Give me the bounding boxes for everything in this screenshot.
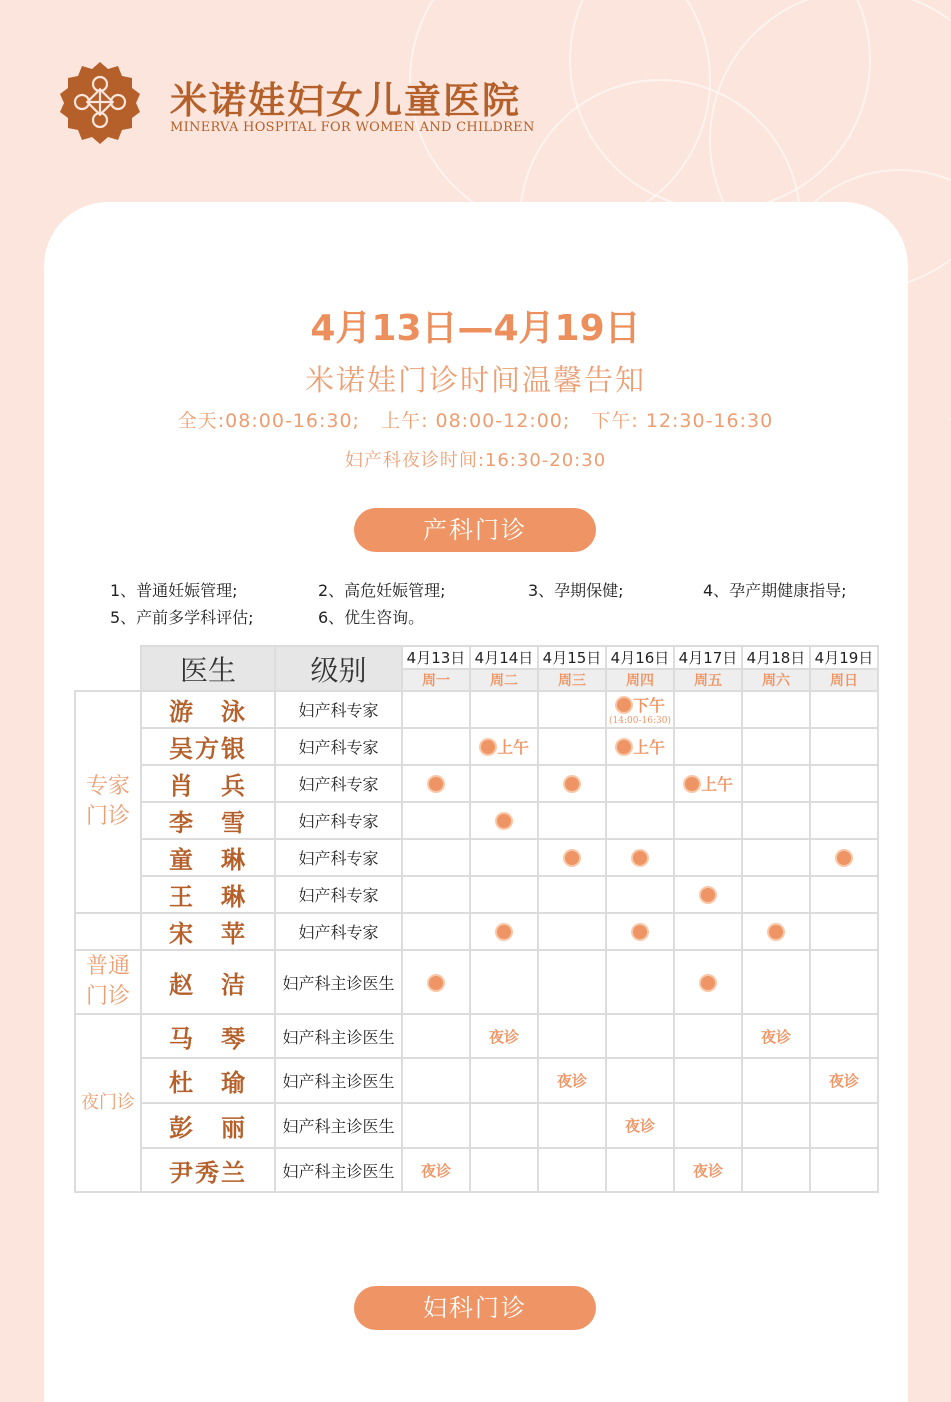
night-clinic-label: 夜诊 <box>420 1161 451 1180</box>
schedule-cell <box>810 913 878 950</box>
schedule-cell <box>674 950 742 1014</box>
table-row <box>75 802 878 839</box>
table-row <box>75 1014 878 1058</box>
schedule-cell <box>674 1014 742 1058</box>
schedule-cell <box>674 839 742 876</box>
notice-subtitle: 米诺娃门诊时间温馨告知 <box>304 363 646 397</box>
category-empty <box>75 913 141 950</box>
schedule-cell <box>674 876 742 913</box>
doctor-name: 游 泳 <box>141 691 275 728</box>
clinic-day-icon <box>835 849 853 867</box>
schedule-cell <box>742 876 810 913</box>
clinic-hours: 全天:08:00-16:30; 上午: 08:00-12:00; 下午: 12:30-16:30 <box>177 410 774 432</box>
weekday-header: 周四 <box>606 669 674 691</box>
doctor-name: 王 琳 <box>141 876 275 913</box>
schedule-cell <box>674 765 742 802</box>
schedule-cell <box>402 1014 470 1058</box>
clinic-day-icon <box>631 849 649 867</box>
schedule-cell <box>810 802 878 839</box>
category-expert: 专家 门诊 <box>75 691 141 913</box>
hospital-name-en: MINERVA HOSPITAL FOR WOMEN AND CHILDREN <box>170 120 535 135</box>
clinic-day-icon <box>563 849 581 867</box>
schedule-cell <box>538 691 606 728</box>
table-row <box>75 1148 878 1192</box>
schedule-cell <box>742 728 810 765</box>
schedule-cell <box>470 1148 538 1192</box>
doctor-name: 童 琳 <box>141 839 275 876</box>
table-row <box>75 839 878 876</box>
schedule-cell <box>742 839 810 876</box>
obstetrics-section-button[interactable]: 产科门诊 <box>354 508 596 552</box>
schedule-cell <box>402 950 470 1014</box>
schedule-cell <box>470 913 538 950</box>
doctor-level: 妇产科专家 <box>275 839 402 876</box>
schedule-cell <box>674 1148 742 1192</box>
clinic-day-icon <box>495 923 513 941</box>
category-general: 普通 门诊 <box>75 950 141 1014</box>
schedule-cell <box>470 1103 538 1148</box>
session-label: 上午 <box>632 738 665 757</box>
schedule-cell <box>810 950 878 1014</box>
date-header: 4月17日 <box>674 646 742 669</box>
category-night: 夜门诊 <box>75 1014 141 1192</box>
night-clinic-label: 夜诊 <box>624 1117 655 1135</box>
doctor-column-header: 医生 <box>141 646 275 691</box>
doctor-level: 妇产科主诊医生 <box>275 1148 402 1192</box>
doctor-level: 妇产科专家 <box>275 802 402 839</box>
schedule-cell <box>402 728 470 765</box>
schedule-cell <box>742 950 810 1014</box>
schedule-cell <box>470 728 538 765</box>
doctor-name: 肖 兵 <box>141 765 275 802</box>
schedule-cell <box>402 1103 470 1148</box>
schedule-cell <box>742 1058 810 1103</box>
clinic-day-icon <box>767 923 785 941</box>
schedule-cell <box>470 876 538 913</box>
night-clinic-label: 夜诊 <box>760 1027 791 1046</box>
schedule-cell <box>606 1148 674 1192</box>
schedule-cell <box>606 1103 674 1148</box>
table-row <box>75 1103 878 1148</box>
level-column-header: 级别 <box>275 646 402 691</box>
schedule-cell <box>538 876 606 913</box>
schedule-cell <box>470 802 538 839</box>
clinic-day-icon <box>631 923 649 941</box>
schedule-cell <box>606 876 674 913</box>
schedule-cell <box>606 765 674 802</box>
date-header: 4月13日 <box>402 646 470 669</box>
schedule-cell <box>402 913 470 950</box>
schedule-cell <box>810 1103 878 1148</box>
table-row <box>75 1058 878 1103</box>
doctor-level: 妇产科专家 <box>275 913 402 950</box>
doctor-name: 李 雪 <box>141 802 275 839</box>
schedule-cell <box>470 691 538 728</box>
doctor-level: 妇产科主诊医生 <box>275 950 402 1014</box>
schedule-cell <box>538 802 606 839</box>
doctor-level: 妇产科专家 <box>275 765 402 802</box>
service-item: 6、优生咨询。 <box>318 608 425 627</box>
doctor-name: 彭 丽 <box>141 1103 275 1148</box>
clinic-day-icon <box>615 696 633 714</box>
hospital-logo-icon <box>58 60 142 144</box>
schedule-cell <box>606 802 674 839</box>
service-item: 4、孕产期健康指导; <box>703 581 847 600</box>
schedule-cell <box>674 913 742 950</box>
doctor-name: 马 琴 <box>141 1014 275 1058</box>
schedule-cell <box>674 1058 742 1103</box>
schedule-cell <box>538 839 606 876</box>
schedule-cell <box>742 765 810 802</box>
table-row <box>75 913 878 950</box>
night-clinic-label: 夜诊 <box>828 1072 859 1090</box>
doctor-level: 妇产科主诊医生 <box>275 1014 402 1058</box>
table-row <box>75 728 878 765</box>
session-label: 上午 <box>496 738 529 757</box>
date-header: 4月14日 <box>470 646 538 669</box>
schedule-cell <box>810 1148 878 1192</box>
schedule-cell <box>402 802 470 839</box>
weekday-header: 周一 <box>402 669 470 691</box>
schedule-cell <box>742 802 810 839</box>
night-clinic-label: 夜诊 <box>488 1027 519 1046</box>
clinic-day-icon <box>563 775 581 793</box>
schedule-cell <box>674 728 742 765</box>
clinic-day-icon <box>699 886 717 904</box>
doctor-name: 吴方银 <box>141 728 275 765</box>
schedule-cell <box>538 1014 606 1058</box>
clinic-day-icon <box>427 775 445 793</box>
table-row <box>75 765 878 802</box>
schedule-cell <box>538 913 606 950</box>
schedule-cell <box>538 728 606 765</box>
schedule-cell <box>470 1058 538 1103</box>
doctor-name: 赵 洁 <box>141 950 275 1014</box>
clinic-day-icon <box>615 738 633 756</box>
schedule-cell <box>470 765 538 802</box>
schedule-cell <box>606 1058 674 1103</box>
schedule-cell <box>538 765 606 802</box>
weekday-header: 周三 <box>538 669 606 691</box>
weekday-header: 周二 <box>470 669 538 691</box>
doctor-name: 宋 苹 <box>141 913 275 950</box>
night-clinic-hours: 妇产科夜诊时间:16:30-20:30 <box>344 450 607 471</box>
clinic-day-icon <box>479 738 497 756</box>
service-item: 5、产前多学科评估; <box>110 608 254 627</box>
schedule-cell <box>470 1014 538 1058</box>
doctor-name: 尹秀兰 <box>141 1148 275 1192</box>
schedule-cell <box>674 802 742 839</box>
schedule-cell <box>810 728 878 765</box>
doctor-name: 杜 瑜 <box>141 1058 275 1103</box>
clinic-day-icon <box>683 775 701 793</box>
date-header: 4月19日 <box>810 646 878 669</box>
doctor-level: 妇产科专家 <box>275 728 402 765</box>
schedule-cell <box>810 839 878 876</box>
schedule-cell <box>810 691 878 728</box>
schedule-cell <box>402 1058 470 1103</box>
schedule-cell <box>538 1148 606 1192</box>
night-clinic-label: 夜诊 <box>692 1161 723 1180</box>
service-item: 2、高危妊娠管理; <box>318 581 446 600</box>
hospital-name-cn: 米诺娃妇女儿童医院 <box>170 79 521 122</box>
schedule-cell <box>674 1103 742 1148</box>
clinic-day-icon <box>427 974 445 992</box>
service-item: 1、普通妊娠管理; <box>110 581 238 600</box>
session-label: 上午 <box>700 775 733 794</box>
schedule-cell <box>606 950 674 1014</box>
schedule-cell <box>742 691 810 728</box>
weekday-header: 周五 <box>674 669 742 691</box>
doctor-level: 妇产科专家 <box>275 876 402 913</box>
schedule-cell <box>606 839 674 876</box>
schedule-cell <box>742 913 810 950</box>
doctor-level: 妇产科主诊医生 <box>275 1103 402 1148</box>
schedule-cell <box>742 1103 810 1148</box>
session-label: 下午 <box>632 696 665 715</box>
schedule-cell <box>402 839 470 876</box>
clinic-day-icon <box>699 974 717 992</box>
doctor-level: 妇产科专家 <box>275 691 402 728</box>
date-header: 4月18日 <box>742 646 810 669</box>
schedule-table <box>74 645 879 1193</box>
schedule-cell <box>538 1058 606 1103</box>
schedule-cell <box>606 1014 674 1058</box>
clinic-day-icon <box>495 812 513 830</box>
schedule-cell <box>606 691 674 728</box>
weekday-header: 周六 <box>742 669 810 691</box>
gynecology-section-button[interactable]: 妇科门诊 <box>354 1286 596 1330</box>
table-row <box>75 876 878 913</box>
schedule-cell <box>606 913 674 950</box>
schedule-cell <box>402 765 470 802</box>
date-range-title: 4月13日—4月19日 <box>310 308 641 349</box>
table-row <box>75 950 878 1014</box>
schedule-cell <box>810 1014 878 1058</box>
table-row <box>75 691 878 728</box>
schedule-cell <box>402 691 470 728</box>
schedule-cell <box>538 1103 606 1148</box>
date-header: 4月16日 <box>606 646 674 669</box>
schedule-cell <box>606 728 674 765</box>
schedule-cell <box>810 765 878 802</box>
date-header: 4月15日 <box>538 646 606 669</box>
weekday-header: 周日 <box>810 669 878 691</box>
schedule-cell <box>402 876 470 913</box>
schedule-cell <box>470 950 538 1014</box>
doctor-level: 妇产科主诊医生 <box>275 1058 402 1103</box>
schedule-cell <box>538 950 606 1014</box>
header-blank-cell <box>75 646 141 691</box>
schedule-cell <box>742 1148 810 1192</box>
schedule-cell <box>810 1058 878 1103</box>
session-time: (14:00-16:30) <box>609 716 671 726</box>
night-clinic-label: 夜诊 <box>556 1072 587 1090</box>
schedule-cell <box>810 876 878 913</box>
schedule-cell <box>742 1014 810 1058</box>
schedule-cell <box>470 839 538 876</box>
schedule-cell <box>402 1148 470 1192</box>
service-item: 3、孕期保健; <box>528 581 624 600</box>
schedule-cell <box>674 691 742 728</box>
